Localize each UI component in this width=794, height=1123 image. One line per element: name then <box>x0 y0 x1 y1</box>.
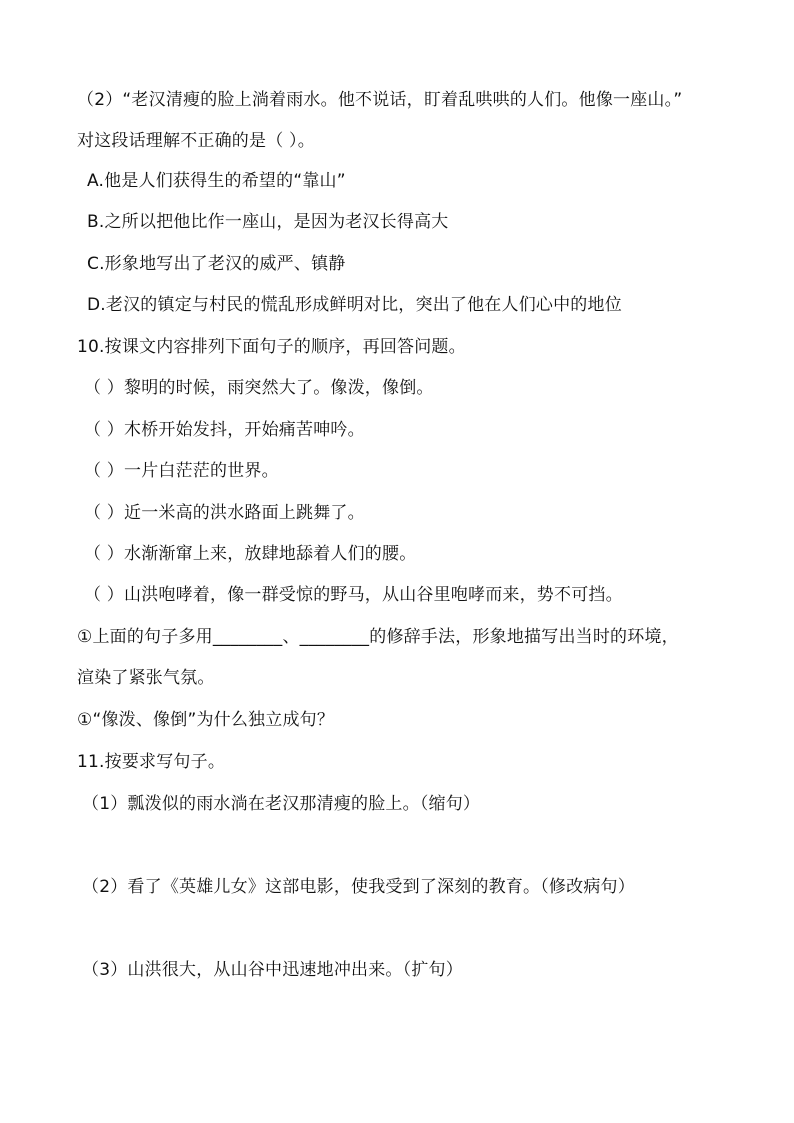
q10-sub2: ①“像泼、像倒”为什么独立成句？ <box>77 710 335 730</box>
q10-sentence: （ ）黎明的时候，雨突然大了。像泼，像倒。 <box>84 378 434 398</box>
q10-sentence: （ ）木桥开始发抖，开始痛苦呻吟。 <box>84 420 365 440</box>
q10-sentence: （ ）近一米高的洪水路面上跳舞了。 <box>84 503 365 523</box>
q9-option-a: A.他是人们获得生的希望的“靠山” <box>87 171 346 191</box>
q11-item-2: （2）看了《英雄儿女》这部电影，使我受到了深刻的教育。（修改病句） <box>82 877 635 897</box>
q9-option-c: C.形象地写出了老汉的威严、镇静 <box>87 254 346 274</box>
q10-sentence: （ ）水渐渐窜上来，放肆地舔着人们的腰。 <box>84 544 417 564</box>
q9-part2-stem-line2: 对这段话理解不正确的是（ ）。 <box>77 131 315 151</box>
q9-part2-stem-line1: （2）“老汉清瘦的脸上淌着雨水。他不说话，盯着乱哄哄的人们。他像一座山。” <box>77 90 683 110</box>
q9-option-d: D.老汉的镇定与村民的慌乱形成鲜明对比，突出了他在人们心中的地位 <box>87 295 622 315</box>
q10-title: 10.按课文内容排列下面句子的顺序，再回答问题。 <box>77 337 466 357</box>
q10-sub1-line1: ①上面的句子多用________、________的修辞手法，形象地描写出当时的环境， <box>77 627 679 647</box>
q10-sentence: （ ）山洪咆哮着，像一群受惊的野马，从山谷里咆哮而来，势不可挡。 <box>84 585 623 605</box>
q11-item-3: （3）山洪很大，从山谷中迅速地冲出来。（扩句） <box>82 960 463 980</box>
q10-sub1-line2: 渲染了紧张气氛。 <box>77 668 215 688</box>
q9-option-b: B.之所以把他比作一座山，是因为老汉长得高大 <box>87 212 449 232</box>
q10-sentence: （ ）一片白茫茫的世界。 <box>84 461 279 481</box>
q11-title: 11.按要求写句子。 <box>77 752 226 772</box>
q11-item-1: （1）瓢泼似的雨水淌在老汉那清瘦的脸上。（缩句） <box>82 794 481 814</box>
